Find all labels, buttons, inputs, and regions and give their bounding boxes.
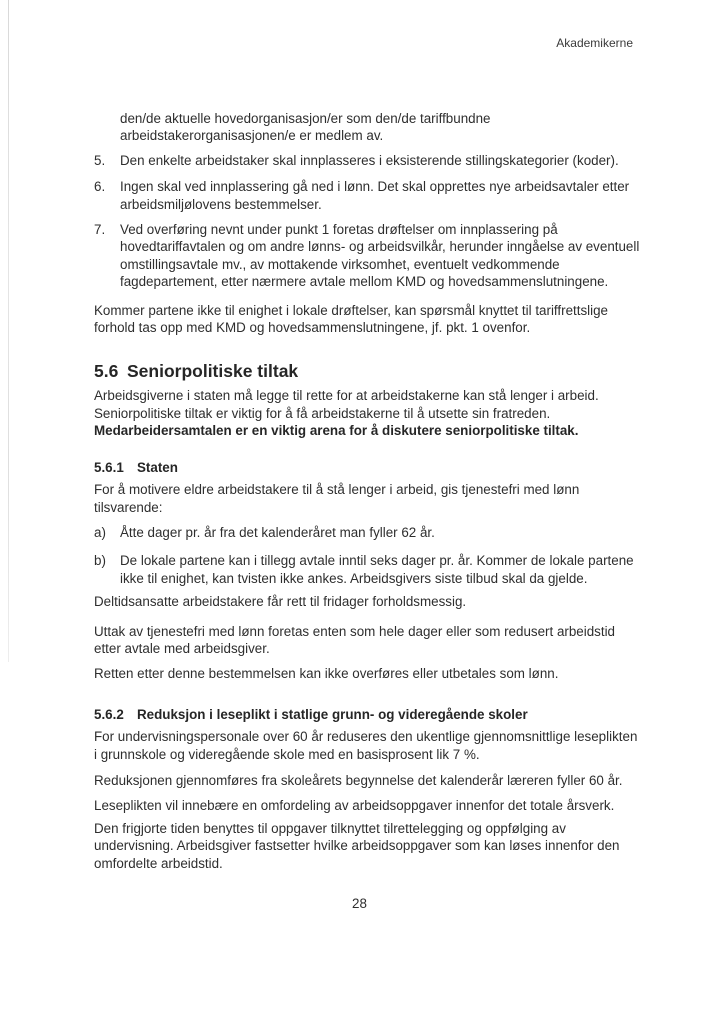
header-org-name: Akademikerne [556, 36, 633, 50]
section-title: Seniorpolitiske tiltak [127, 361, 299, 382]
list-item-text: De lokale partene kan i tillegg avtale inntil seks dager pr. år. Kommer de lokale partene ikke til enighet, kan tvisten ikke ankes. Arbeidsgivers siste tilbud skal da gjelde. [120, 553, 634, 586]
section-title: Reduksjon i leseplikt i statlige grunn- og videregående skoler [137, 706, 528, 722]
lettered-item-a [94, 524, 642, 541]
paragraph-seniorpolitiske-normal: Arbeidsgiverne i staten må legge til rette for at arbeidstakerne kan stå lenger i arbeid. Seniorpolitiske tiltak er viktig for å få arbeidstakerne til å utsette sin fratreden. [94, 388, 599, 421]
numbered-item-6 [94, 178, 642, 213]
section-number: 5.6.1 [94, 459, 124, 475]
section-title: Staten [137, 459, 178, 475]
list-marker: b) [94, 553, 106, 569]
section-number: 5.6.2 [94, 706, 124, 722]
paragraph-reduksjonen: Reduksjonen gjennomføres fra skoleårets begynnelse det kalenderår læreren fyller 60 år. [94, 772, 623, 788]
list-marker: 6. [94, 179, 106, 195]
list-marker: a) [94, 524, 106, 540]
section-heading-5-6-1 [94, 459, 642, 476]
section-heading-5-6 [94, 360, 642, 382]
numbered-item-7 [94, 221, 642, 291]
paragraph-kommer-partene: Kommer partene ikke til enighet i lokale drøftelser, kan spørsmål knyttet til tariffrettslige forhold tas opp med KMD og hovedsammenslutningene, jf. pkt. 1 ovenfor. [94, 302, 609, 336]
page-number: 28 [352, 896, 367, 911]
list-marker: 5. [94, 152, 106, 168]
paragraph-uttak: Uttak av tjenestefri med lønn foretas enten som hele dager eller som redusert arbeidstid etter avtale med arbeidsgiver. [94, 623, 616, 656]
paragraph-frigjorte-tiden: Den frigjorte tiden benyttes til oppgaver tilknyttet tilrettelegging og oppfølging av undervisning. Arbeidsgiver fastsetter hvilke arbeidsoppgaver som kan løses innenfor den omfordelte arbeidstid. [94, 820, 620, 871]
document-body [94, 52, 642, 872]
paragraph-motivere: For å motivere eldre arbeidstakere til å stå lenger i arbeid, gis tjenestefri med lønn tilsvarende: [94, 482, 580, 515]
numbered-item-5 [94, 152, 642, 169]
paragraph-seniorpolitiske [94, 387, 642, 439]
paragraph-seniorpolitiske-bold: Medarbeidersamtalen er en viktig arena for å diskutere seniorpolitiske tiltak. [94, 423, 579, 439]
list-marker: 7. [94, 222, 106, 238]
lettered-item-b [94, 552, 642, 587]
list-item-text: Ved overføring nevnt under punkt 1 foretas drøftelser om innplassering på hovedtariffavtalen og om andre lønns- og arbeidsvilkår, herunder inngåelse av eventuell omstillingsavtale mv., av mottakende virksomhet, eventuelt vedkommende fagdepartement, etter nærmere avtale mellom KMD og hovedsammenslutningene. [120, 222, 640, 290]
section-heading-5-6-2 [94, 706, 642, 723]
scan-artifact-line [8, 0, 9, 662]
paragraph-continuation: den/de aktuelle hovedorganisasjon/er som den/de tariffbundne arbeidstakerorganisasjonen/e er medlem av. [120, 111, 491, 144]
paragraph-leseplikten: Leseplikten vil innebære en omfordeling av arbeidsoppgaver innenfor det totale årsverk. [94, 798, 615, 814]
paragraph-deltidsansatte: Deltidsansatte arbeidstakere får rett til fridager forholdsmessig. [94, 594, 467, 610]
list-item-text: Ingen skal ved innplassering gå ned i lønn. Det skal opprettes nye arbeidsavtaler etter arbeidsmiljølovens bestemmelser. [120, 179, 630, 212]
list-item-text: Den enkelte arbeidstaker skal innplasseres i eksisterende stillingskategorier (koder). [120, 152, 619, 168]
paragraph-retten: Retten etter denne bestemmelsen kan ikke overføres eller utbetales som lønn. [94, 666, 559, 682]
list-item-text: Åtte dager pr. år fra det kalenderåret man fyller 62 år. [120, 524, 435, 540]
section-number: 5.6 [94, 361, 119, 382]
paragraph-undervisningspersonale: For undervisningspersonale over 60 år reduseres den ukentlige gjennomsnittlige leseplikten i grunnskole og videregående skole med en basisprosent lik 7 %. [94, 729, 638, 762]
page-header [556, 36, 633, 50]
